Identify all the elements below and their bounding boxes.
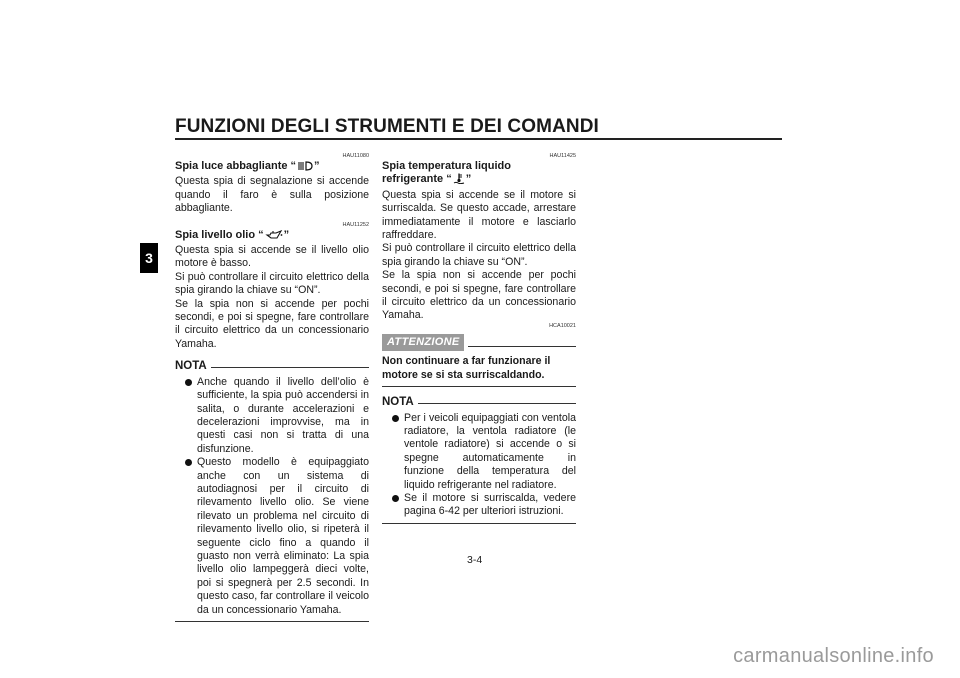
coolant-temperature-icon — [453, 173, 465, 188]
chapter-tab: 3 — [140, 243, 158, 273]
title-text: ” — [314, 160, 320, 172]
section-code: HAU11080 — [342, 153, 369, 159]
title-text: ” — [283, 228, 290, 241]
note-end-rule — [382, 523, 576, 524]
paragraph: Questa spia si accende se il livello olio motore è basso. — [175, 244, 369, 270]
left-column — [175, 153, 369, 622]
list-item: Se il motore si surriscalda, vedere pagina 6-42 per ulteriori istruzioni. — [382, 492, 576, 519]
note-heading — [175, 360, 369, 373]
paragraph: Questa spia di segnalazione si accende quando il faro è sulla posizione abbagliante. — [175, 175, 369, 215]
watermark: carmanualsonline.info — [733, 645, 934, 667]
list-item: Questo modello è equipaggiato anche con un sistema di autodiagnosi per il circuito di rilevamento livello olio. Se viene rilevato un problema nel circuito di rilevamento livello olio, si ripeterà il seguente ciclo fino a quando il guasto non verrà eliminato: La spia livello olio lampeggerà dieci volte, poi si spegnerà per 2.5 secondi. In questo caso, far controllare il veicolo da un concessionario Yamaha. — [175, 456, 369, 617]
page-title: FUNZIONI DEGLI STRUMENTI E DEI COMANDI — [175, 116, 599, 137]
section-title-coolant-line2 — [382, 173, 576, 188]
paragraph: Se la spia non si accende per pochi secondi, e poi si spegne, fare controllare il circuito elettrico da un concessionario Yamaha. — [175, 297, 369, 350]
section-title-oil — [175, 229, 369, 244]
title-text: refrigerante “ — [382, 173, 452, 186]
title-text: ” — [465, 173, 472, 186]
attention-heading — [382, 334, 576, 351]
title-text: Spia luce abbagliante “ — [175, 160, 297, 172]
section-code: HCA10021 — [549, 322, 576, 329]
right-column — [382, 153, 576, 524]
attention-text: Non continuare a far funzionare il motore se si sta surriscaldando. — [382, 355, 551, 381]
title-text: Spia livello olio “ — [175, 228, 264, 241]
section-title-high-beam — [175, 160, 369, 175]
note-end-rule — [175, 621, 369, 622]
list-item: Anche quando il livello dell’olio è sufficiente, la spia può accendersi in salita, o durante accelerazioni e decelerazioni improvvise, ma in questi casi non si tratta di una disfunzione. — [175, 376, 369, 456]
note-list — [382, 412, 576, 519]
paragraph: Si può controllare il circuito elettrico della spia girando la chiave su “ON”. — [175, 270, 369, 297]
header-rule — [175, 138, 782, 140]
oil-can-icon — [265, 230, 283, 244]
note-heading — [382, 396, 576, 409]
list-item: Per i veicoli equipaggiati con ventola radiatore, la ventola radiatore (le ventole radiatore) si accende o si spegne automaticamente in funzione della temperatura del liquido refrigerante nel radiatore. — [382, 412, 576, 492]
paragraph: Si può controllare il circuito elettrico della spia girando la chiave su “ON”. — [382, 242, 576, 268]
paragraph: Se la spia non si accende per pochi secondi, e poi si spegne, fare controllare il circuito elettrico da un concessionario Yamaha. — [382, 269, 576, 322]
high-beam-icon — [297, 161, 313, 175]
note-list — [175, 376, 369, 617]
attention-end-rule — [382, 386, 576, 387]
section-code: HAU11252 — [342, 221, 369, 228]
paragraph: Questa spia si accende se il motore si surriscalda. Se questo accade, arrestare immediatamente il motore e lasciarlo raffreddare. — [382, 188, 576, 242]
section-code: HAU11425 — [549, 153, 576, 159]
note-label: NOTA — [175, 360, 207, 373]
page-number: 3-4 — [467, 554, 483, 566]
section-title-coolant: Spia temperatura liquido — [382, 160, 511, 172]
note-label: NOTA — [382, 396, 414, 409]
attention-badge: ATTENZIONE — [382, 334, 464, 351]
